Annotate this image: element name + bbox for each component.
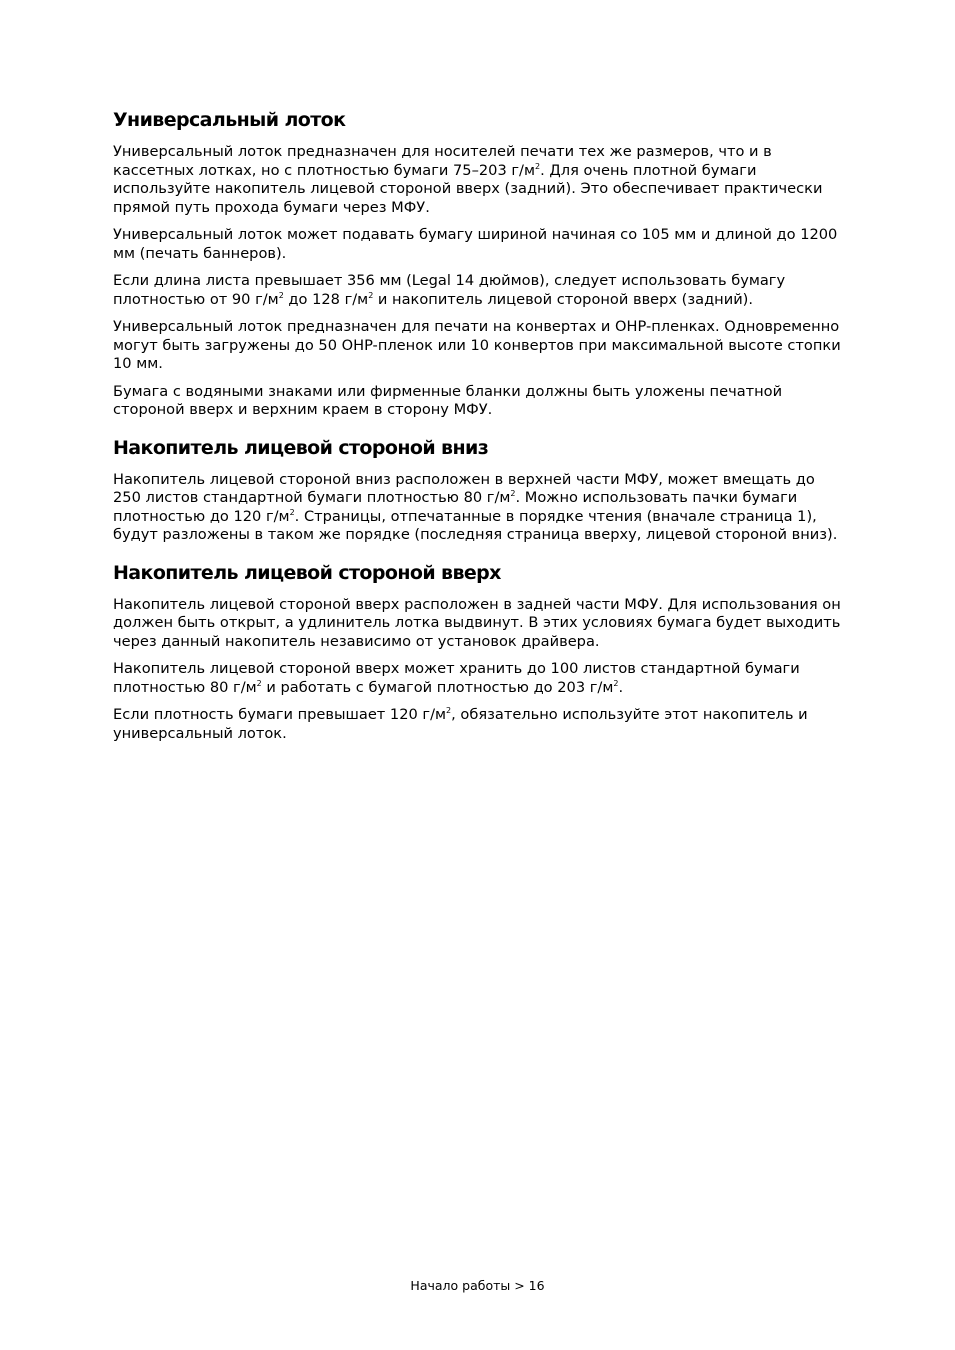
page-content	[113, 96, 843, 752]
paragraph: Накопитель лицевой стороной вверх расположен в задней части МФУ. Для использования он должен быть открыт, а удлинитель лотка выдвинут. В этих условиях бумага будет выходить через данный накопитель независимо от установок драйвера.	[113, 595, 841, 650]
section-universal-tray	[113, 108, 843, 420]
page-footer: Начало работы > 16	[410, 1278, 545, 1293]
section-heading: Накопитель лицевой стороной вверх	[113, 561, 501, 584]
paragraph: Если длина листа превышает 356 мм (Legal 14 дюймов), следует использовать бумагу плотностью от 90 $г/м^2$ до 128 $г/м^2$ и накопитель лицевой стороной вверх (задний).	[113, 272, 786, 308]
paragraph: Накопитель лицевой стороной вверх может хранить до 100 листов стандартной бумаги плотностью 80 $г/м^2$ и работать с бумагой плотностью до 203 $г/м^2$.	[113, 660, 800, 696]
section-heading: Универсальный лоток	[113, 109, 346, 131]
section-face-up-stacker	[113, 561, 843, 744]
section-face-down-stacker	[113, 436, 843, 545]
section-heading: Накопитель лицевой стороной вниз	[113, 436, 489, 459]
paragraph: Бумага с водяными знаками или фирменные бланки должны быть уложены печатной стороной вверх и верхним краем в сторону МФУ.	[113, 382, 783, 418]
paragraph: Универсальный лоток предназначен для печати на конвертах и OHP-пленках. Одновременно могут быть загружены до 50 OHP-пленок или 10 конвертов при максимальной высоте стопки 10 мм.	[113, 318, 841, 372]
paragraph: Универсальный лоток предназначен для носителей печати тех же размеров, что и в кассетных лотках, но с плотностью бумаги 75–203 $г/м^2$. Для очень плотной бумаги используйте накопитель лицевой стороной вверх (задний). Это обеспечивает практически прямой путь прохода бумаги через МФУ.	[113, 143, 823, 216]
paragraph: Если плотность бумаги превышает 120 $г/м^2$, обязательно используйте этот накопитель и универсальный лоток.	[113, 706, 808, 742]
paragraph: Накопитель лицевой стороной вниз расположен в верхней части МФУ, может вмещать до 250 листов стандартной бумаги плотностью 80 $г/м^2$. Можно использовать пачки бумаги плотностью до 120 $г/м^2$. Страницы, отпечатанные в порядке чтения (вначале страница 1), будут разложены в таком же порядке (последняя страница вверху, лицевой стороной вниз).	[113, 470, 838, 543]
paragraph: Универсальный лоток может подавать бумагу шириной начиная со 105 мм и длиной до 1200 мм (печать баннеров).	[113, 226, 838, 262]
